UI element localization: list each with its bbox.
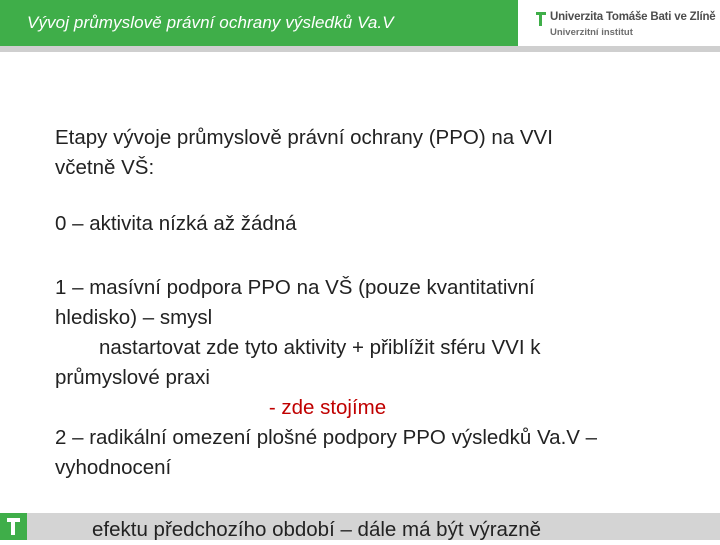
stage-0-text: 0 – aktivita nízká až žádná <box>55 212 297 235</box>
stage-1-note: - zde stojíme <box>268 396 387 419</box>
utb-footer-logo-icon <box>7 518 20 535</box>
university-logo <box>534 9 714 41</box>
stage-2-line: vyhodnocení <box>55 456 172 479</box>
slide-content <box>55 123 700 483</box>
stage-2-line: 2 – radikální omezení plošné podpory PPO výsledků Va.V – <box>55 426 598 449</box>
stage-1-line: nastartovat zde tyto aktivity + přiblížit sféru VVI k <box>99 336 541 359</box>
stage-1-line: 1 – masívní podpora PPO na VŠ (pouze kvantitativní <box>55 276 535 299</box>
stage-2-line-cut: efektu předchozího období – dále má být výrazně <box>92 518 542 541</box>
institute-name: Univerzitní institut <box>550 27 633 38</box>
intro-line: Etapy vývoje průmyslově právní ochrany (PPO) na VVI <box>55 126 553 149</box>
header-divider <box>0 46 720 52</box>
footer-logo <box>0 513 27 540</box>
utb-logo-icon <box>536 12 546 26</box>
slide-title: Vývoj průmyslově právní ochrany výsledků Va.V <box>27 13 394 32</box>
intro-line: včetně VŠ: <box>55 156 155 179</box>
stage-1-line: hledisko) – smysl <box>55 306 213 329</box>
footer-bar <box>0 513 720 540</box>
header-bar <box>0 0 518 46</box>
stage-1-line: průmyslové praxi <box>55 366 210 389</box>
university-name: Univerzita Tomáše Bati ve Zlíně <box>550 11 716 23</box>
